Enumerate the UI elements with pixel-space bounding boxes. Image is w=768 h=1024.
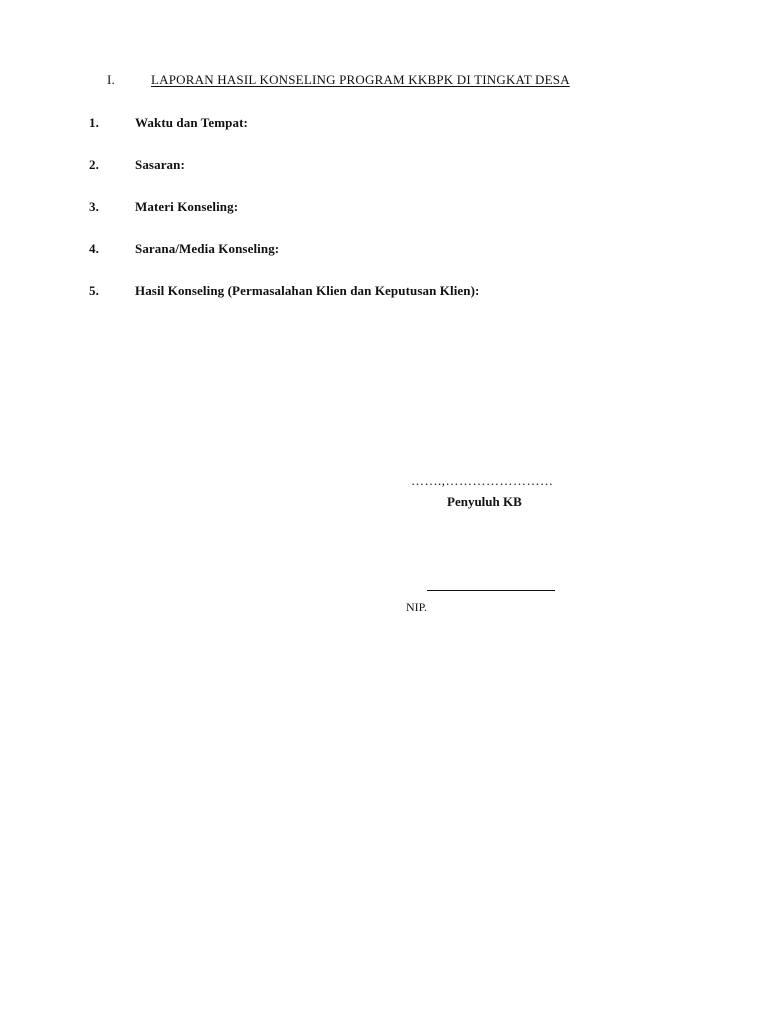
place-date-placeholder: …….,…………………… bbox=[411, 473, 554, 488]
nip-label: NIP. bbox=[406, 600, 428, 614]
signer-role: Penyuluh KB bbox=[447, 494, 522, 509]
list-item-label: Materi Konseling: bbox=[135, 199, 239, 214]
list-item-number: 1. bbox=[89, 115, 99, 130]
signature-line bbox=[427, 590, 555, 591]
list-item-label: Sarana/Media Konseling: bbox=[135, 241, 280, 256]
list-item-label: Hasil Konseling (Permasalahan Klien dan Keputusan Klien): bbox=[135, 283, 480, 298]
section-number: I. bbox=[107, 72, 115, 87]
list-item-number: 4. bbox=[89, 241, 99, 256]
list-item-number: 3. bbox=[89, 199, 99, 214]
list-item-number: 2. bbox=[89, 157, 99, 172]
document-title: LAPORAN HASIL KONSELING PROGRAM KKBPK DI TINGKAT DESA bbox=[151, 72, 570, 87]
list-item-label: Waktu dan Tempat: bbox=[135, 115, 248, 130]
list-item-label: Sasaran: bbox=[135, 157, 185, 172]
list-item-number: 5. bbox=[89, 283, 99, 298]
